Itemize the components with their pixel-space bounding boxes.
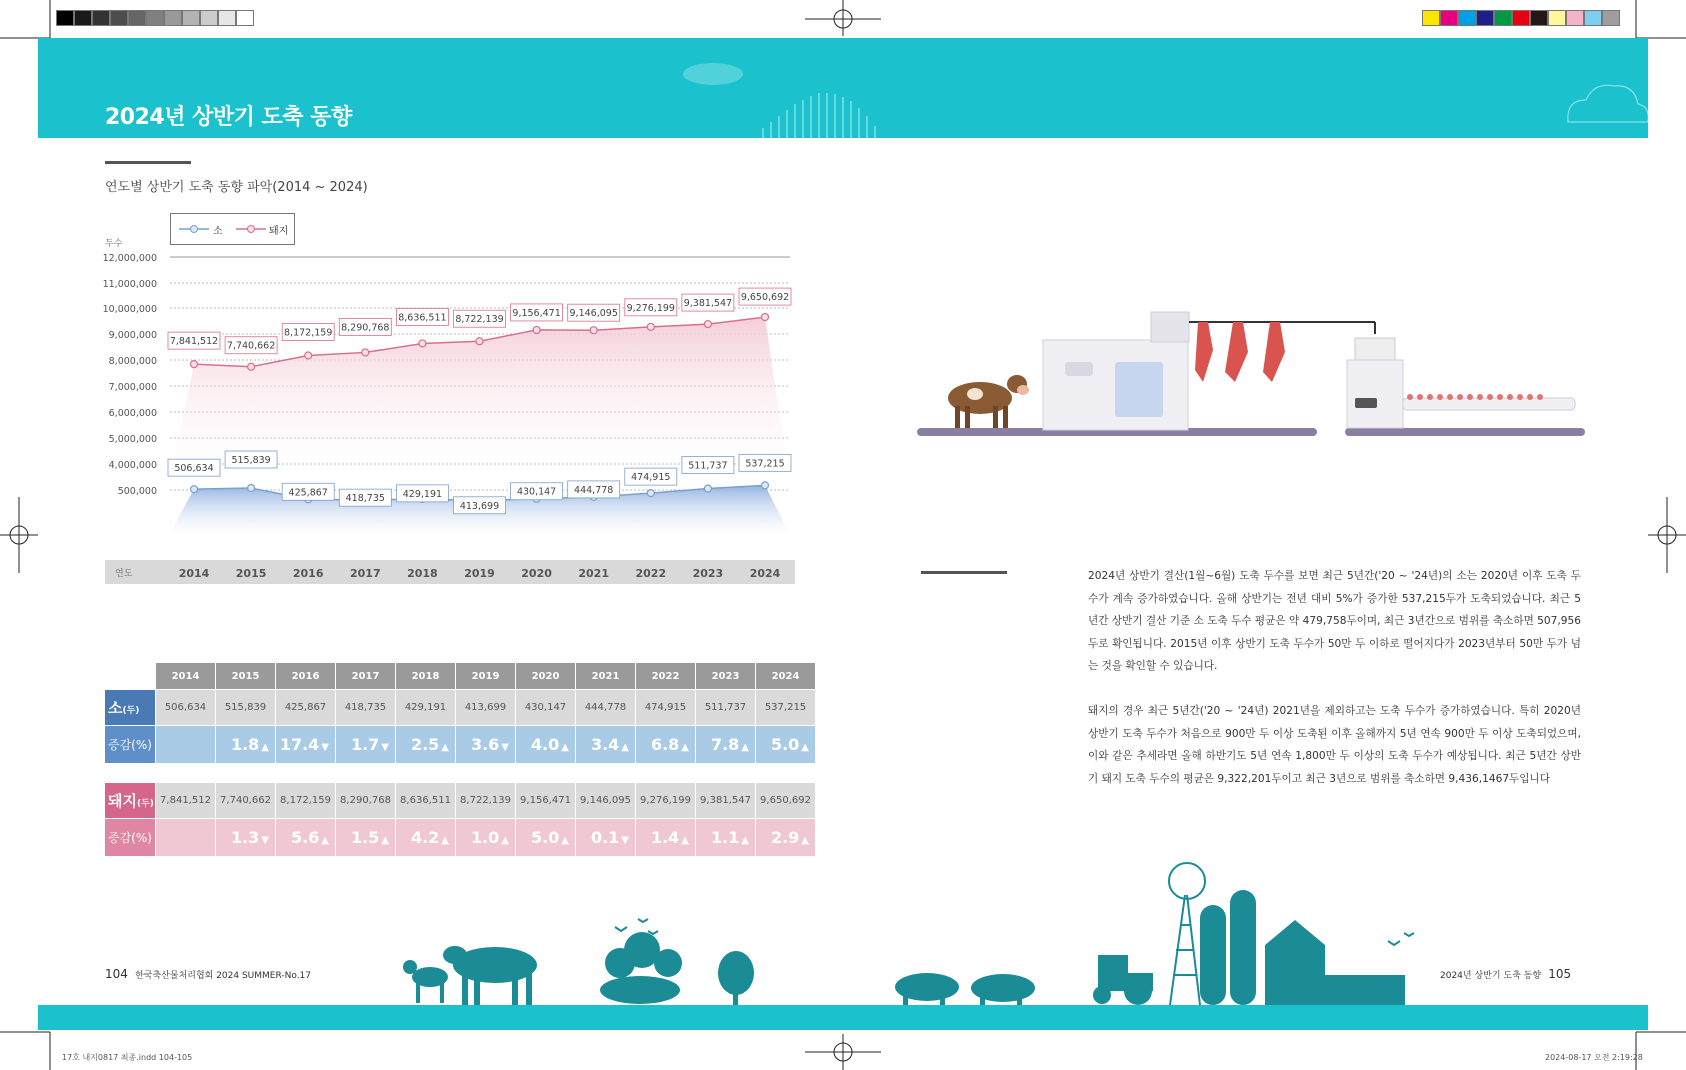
cow-change-2014 <box>156 726 215 763</box>
pig-data-label-2: 8,172,159 <box>284 327 333 339</box>
pig-value-2021: 9,146,095 <box>576 783 635 818</box>
table-header-2022: 2022 <box>636 663 695 689</box>
x-tick-label-8: 2022 <box>635 567 667 580</box>
pig-data-label-3: 8,290,768 <box>341 322 390 334</box>
pig-change-value: 1.4 <box>650 828 680 847</box>
slaughter-line-chart <box>95 232 805 587</box>
pig-value-2022: 9,276,199 <box>636 783 695 818</box>
print-slug-left: 17호 내지0817 최종.indd 104-105 <box>62 1053 193 1062</box>
cow-value-2024: 537,215 <box>756 690 815 725</box>
cow-change-value: 6.8 <box>650 735 680 754</box>
cow-value-2019: 413,699 <box>456 690 515 725</box>
cow-change-2020 <box>516 726 575 763</box>
down-arrow-icon: ▼ <box>501 742 509 753</box>
pig-value-2020: 9,156,471 <box>516 783 575 818</box>
cow-point-0 <box>191 486 198 493</box>
pig-point-2 <box>305 352 312 359</box>
cow-value-2022: 474,915 <box>636 690 695 725</box>
pig-value-2023: 9,381,547 <box>696 783 755 818</box>
x-tick-label-5: 2019 <box>464 567 495 580</box>
cow-value-2018: 429,191 <box>396 690 455 725</box>
cow-icon <box>948 375 1029 428</box>
cow-data-label-3: 418,735 <box>345 493 385 505</box>
cow-row-label <box>105 690 155 725</box>
up-arrow-icon: ▲ <box>681 835 689 846</box>
table-header-2015: 2015 <box>216 663 275 689</box>
pig-change-2015 <box>216 819 275 856</box>
cow-change-value: 1.7 <box>350 735 380 754</box>
pig-point-3 <box>362 349 369 356</box>
down-arrow-icon: ▼ <box>381 742 389 753</box>
cow-change-value: 4.0 <box>530 735 560 754</box>
pig-value-2024: 9,650,692 <box>756 783 815 818</box>
cow-change-2018 <box>396 726 455 763</box>
pig-row-label-text: 돼지 <box>108 792 137 810</box>
table-corner <box>105 663 155 689</box>
print-slug-right: 2024-08-17 오전 2:19:28 <box>1545 1053 1643 1062</box>
x-tick-label-10: 2024 <box>749 567 781 580</box>
article-paragraph-2: 돼지의 경우 최근 5년간('20 ~ '24년) 2021년을 제외하고는 도축 두수가 증가하였습니다. 특히 2020년 상반기 도축 두수가 처음으로 900만 두 이상 도축된 이후 올해까지 5년 연속 900만 두 이상 도축되었으며, 이와 같은 추세라면 올해 하반기도 5년 연속 1,800만 두 이상의 도축 두수가 예상됩니다. 최근 5년간 상반기 돼지 도축 두수의 평균은 9,322,201두이고 최근 3년으로 범위를 축소하면 9,436,1467두입니다 <box>1088 705 1581 785</box>
x-tick-label-1: 2015 <box>235 567 267 580</box>
pig-value-2018: 8,636,511 <box>396 783 455 818</box>
x-tick-label-0: 2014 <box>178 567 210 580</box>
table-header-2017: 2017 <box>336 663 395 689</box>
pig-change-2020 <box>516 819 575 856</box>
pig-point-5 <box>476 338 483 345</box>
cow-data-label-6: 430,147 <box>516 486 557 498</box>
pig-change-2018 <box>396 819 455 856</box>
slaughter-factory-illustration <box>915 300 1595 445</box>
y-tick-label-3: 9,000,000 <box>108 330 157 341</box>
y-tick-label-4: 8,000,000 <box>108 356 157 367</box>
x-tick-label-6: 2020 <box>521 567 552 580</box>
cow-row-label-unit: (두) <box>122 706 140 716</box>
legend-pig-label: 돼지 <box>269 226 289 237</box>
up-arrow-icon: ▲ <box>441 742 449 753</box>
pig-value-2014: 7,841,512 <box>156 783 215 818</box>
cow-row-label-text: 소 <box>108 699 123 717</box>
pig-change-label: 증감(%) <box>105 819 155 856</box>
up-arrow-icon: ▲ <box>261 742 269 753</box>
table-header-2024: 2024 <box>756 663 815 689</box>
pig-change-value: 1.1 <box>710 828 740 847</box>
pig-point-6 <box>533 326 540 333</box>
section-name: 2024년 상반기 도축 동향 <box>1440 971 1542 981</box>
pig-data-label-7: 9,146,095 <box>569 308 618 320</box>
cow-change-value: 3.4 <box>590 735 620 754</box>
pig-value-2019: 8,722,139 <box>456 783 515 818</box>
pig-row-label-unit: (두) <box>136 799 154 809</box>
cow-change-value: 7.8 <box>710 735 740 754</box>
cow-change-value: 1.8 <box>230 735 260 754</box>
pig-change-2017 <box>336 819 395 856</box>
up-arrow-icon: ▲ <box>801 742 809 753</box>
up-arrow-icon: ▲ <box>381 835 389 846</box>
pig-change-value: 0.1 <box>590 828 620 847</box>
table-row <box>105 783 815 818</box>
pig-change-2021 <box>576 819 635 856</box>
x-tick-label-7: 2021 <box>578 567 610 580</box>
pig-point-4 <box>419 340 426 347</box>
pig-change-value: 1.5 <box>350 828 380 847</box>
cow-data-label-2: 425,867 <box>288 487 328 499</box>
y-tick-label-8: 4,000,000 <box>108 460 157 471</box>
cow-change-2024 <box>756 726 815 763</box>
table-header-row <box>105 663 815 689</box>
up-arrow-icon: ▲ <box>681 742 689 753</box>
cow-point-10 <box>762 482 769 489</box>
table-header-2016: 2016 <box>276 663 335 689</box>
pig-change-value: 5.0 <box>530 828 560 847</box>
up-arrow-icon: ▲ <box>801 835 809 846</box>
down-arrow-icon: ▼ <box>261 835 269 846</box>
cow-value-2016: 425,867 <box>276 690 335 725</box>
y-tick-label-7: 5,000,000 <box>108 434 157 445</box>
cow-point-9 <box>704 485 711 492</box>
x-tick-label-2: 2016 <box>292 567 324 580</box>
table-header-2018: 2018 <box>396 663 455 689</box>
pig-value-2015: 7,740,662 <box>216 783 275 818</box>
up-arrow-icon: ▲ <box>561 742 569 753</box>
cow-value-2017: 418,735 <box>336 690 395 725</box>
cow-point-1 <box>248 485 255 492</box>
pig-point-8 <box>647 323 654 330</box>
article-paragraph-1: 2024년 상반기 결산(1월~6월) 도축 두수를 보면 최근 5년간('20 ~ '24년)의 소는 2020년 이후 도축 두수가 계속 증가하였습니다. 올해 상반기는 전년 대비 5%가 증가한 537,215두가 도축되었습니다. 최근 5년간 상반기 결산 기준 소 도축 두수 평균은 약 479,758두이며, 최근 3년간으로 범위를 축소하면 507,956두로 확인됩니다. 2015년 이후 상반기 도축 두수가 50만 두 이하로 떨어지다가 2023년부터 50만 두가 넘는 것을 확인할 수 있습니다. <box>1088 570 1581 673</box>
y-tick-label-2: 10,000,000 <box>102 304 157 315</box>
cow-change-value: 17.4 <box>279 735 320 754</box>
page-number-left: 104 <box>105 967 128 981</box>
up-arrow-icon: ▲ <box>441 835 449 846</box>
y-axis-label: 두수 <box>105 239 123 249</box>
pig-row-label <box>105 783 155 818</box>
pig-change-value: 1.3 <box>230 828 260 847</box>
pig-data-label-9: 9,381,547 <box>683 298 733 310</box>
pig-change-value: 1.0 <box>470 828 500 847</box>
footer-left <box>105 967 311 981</box>
cow-value-2021: 444,778 <box>576 690 635 725</box>
heading-rule <box>105 161 191 164</box>
cow-change-2022 <box>636 726 695 763</box>
pig-change-value: 2.9 <box>770 828 800 847</box>
pig-point-9 <box>704 321 711 328</box>
pig-data-label-4: 8,636,511 <box>398 312 447 324</box>
pig-data-label-1: 7,740,662 <box>226 340 276 352</box>
down-arrow-icon: ▼ <box>621 835 629 846</box>
table-header-2021: 2021 <box>576 663 635 689</box>
y-tick-label-6: 6,000,000 <box>108 408 157 419</box>
article-rule <box>921 571 1007 574</box>
cow-data-label-8: 474,915 <box>631 472 671 484</box>
cow-value-2014: 506,634 <box>156 690 215 725</box>
up-arrow-icon: ▲ <box>741 835 749 846</box>
cow-value-2023: 511,737 <box>696 690 755 725</box>
pig-value-2016: 8,172,159 <box>276 783 335 818</box>
table-header-2023: 2023 <box>696 663 755 689</box>
pig-data-label-10: 9,650,692 <box>740 292 790 304</box>
cow-data-label-10: 537,215 <box>745 458 785 470</box>
cow-change-2021 <box>576 726 635 763</box>
pig-change-2019 <box>456 819 515 856</box>
pig-point-0 <box>191 361 198 368</box>
cow-change-value: 2.5 <box>410 735 440 754</box>
cow-change-value: 5.0 <box>770 735 800 754</box>
cow-data-label-1: 515,839 <box>231 455 271 467</box>
y-tick-label-5: 7,000,000 <box>108 382 157 393</box>
cow-value-2015: 515,839 <box>216 690 275 725</box>
pig-point-10 <box>762 314 769 321</box>
y-tick-label-0: 12,000,000 <box>102 253 157 264</box>
x-tick-label-4: 2018 <box>407 567 438 580</box>
table-row <box>105 819 815 856</box>
y-tick-label-9: 500,000 <box>117 486 157 497</box>
chart-heading: 연도별 상반기 도축 동향 파악(2014 ~ 2024) <box>105 180 368 195</box>
publication-name: 한국축산물처리협회 2024 SUMMER-No.17 <box>135 971 312 981</box>
cow-change-2017 <box>336 726 395 763</box>
pig-change-2024 <box>756 819 815 856</box>
pig-data-label-0: 7,841,512 <box>169 336 219 348</box>
table-row <box>105 690 815 725</box>
cow-change-label: 증감(%) <box>105 726 155 763</box>
x-tick-label-3: 2017 <box>349 567 381 580</box>
down-arrow-icon: ▼ <box>321 742 329 753</box>
pig-change-value: 4.2 <box>410 828 440 847</box>
table-spacer <box>105 764 815 782</box>
cow-value-2020: 430,147 <box>516 690 575 725</box>
cow-change-2023 <box>696 726 755 763</box>
farm-silhouette <box>0 855 1686 1030</box>
cow-data-label-9: 511,737 <box>688 460 728 472</box>
legend-cow-label: 소 <box>213 226 223 237</box>
table-header-2019: 2019 <box>456 663 515 689</box>
pig-value-2017: 8,290,768 <box>336 783 395 818</box>
pig-change-value: 5.6 <box>290 828 320 847</box>
cow-change-2015 <box>216 726 275 763</box>
cow-point-8 <box>647 490 654 497</box>
pig-change-2014 <box>156 819 215 856</box>
cow-data-label-0: 506,634 <box>174 463 214 475</box>
pig-change-2023 <box>696 819 755 856</box>
cow-change-2019 <box>456 726 515 763</box>
cow-data-label-7: 444,778 <box>574 484 614 496</box>
pig-change-2022 <box>636 819 695 856</box>
footer-right <box>1440 967 1571 981</box>
pig-data-label-8: 9,276,199 <box>626 302 675 314</box>
up-arrow-icon: ▲ <box>741 742 749 753</box>
cow-change-value: 3.6 <box>470 735 500 754</box>
pig-data-label-5: 8,722,139 <box>455 314 504 326</box>
up-arrow-icon: ▲ <box>621 742 629 753</box>
cow-data-label-4: 429,191 <box>402 488 443 500</box>
cow-change-2016 <box>276 726 335 763</box>
table-row <box>105 726 815 763</box>
pig-point-7 <box>590 327 597 334</box>
table-header-2014: 2014 <box>156 663 215 689</box>
x-tick-label-9: 2023 <box>692 567 724 580</box>
page-title: 2024년 상반기 도축 동향 <box>105 105 352 130</box>
up-arrow-icon: ▲ <box>561 835 569 846</box>
pig-change-2016 <box>276 819 335 856</box>
pig-data-label-6: 9,156,471 <box>512 307 561 319</box>
y-tick-label-1: 11,000,000 <box>102 279 157 290</box>
up-arrow-icon: ▲ <box>321 835 329 846</box>
up-arrow-icon: ▲ <box>501 835 509 846</box>
x-axis-label: 연도 <box>115 569 133 579</box>
page-number-right: 105 <box>1548 967 1572 981</box>
cow-data-label-5: 413,699 <box>459 500 500 512</box>
pig-point-1 <box>248 363 255 370</box>
table-header-2020: 2020 <box>516 663 575 689</box>
slaughter-data-table <box>104 662 816 857</box>
